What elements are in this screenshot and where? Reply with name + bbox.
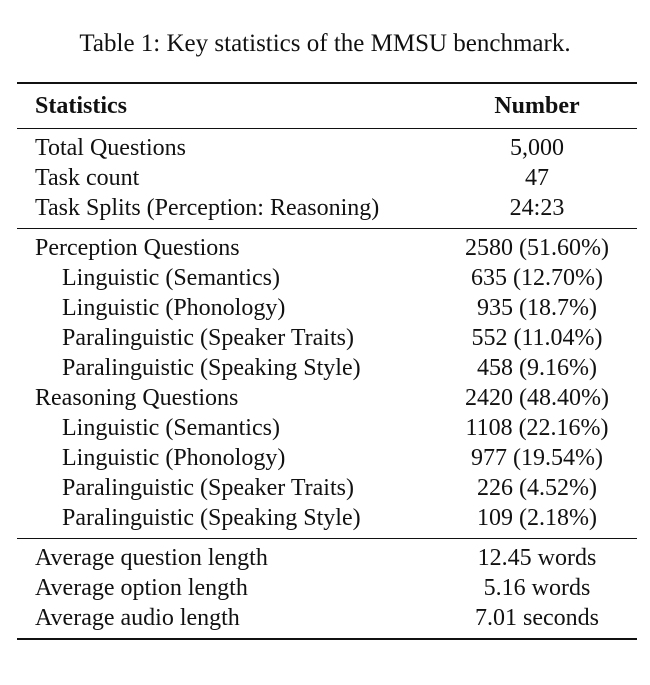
row-value: 935 (18.7%) <box>477 295 597 321</box>
table-row <box>17 573 637 603</box>
bottom-rule <box>17 638 637 640</box>
row-value: 12.45 words <box>477 545 597 571</box>
row-label: Paralinguistic (Speaking Style) <box>62 505 361 531</box>
row-label: Average option length <box>35 575 248 601</box>
table-row <box>17 413 637 443</box>
row-value: 977 (19.54%) <box>471 445 603 471</box>
row-label: Average audio length <box>35 605 240 631</box>
table-row <box>17 193 637 223</box>
row-value: 24:23 <box>509 195 565 221</box>
row-label: Task Splits (Perception: Reasoning) <box>35 195 380 221</box>
row-value: 2420 (48.40%) <box>465 385 609 411</box>
table-row <box>17 383 637 413</box>
table-row <box>17 353 637 383</box>
table-row <box>17 543 637 573</box>
table-row <box>17 263 637 293</box>
row-value: 1108 (22.16%) <box>465 415 609 441</box>
row-value: 2580 (51.60%) <box>465 235 609 261</box>
table-caption: Table 1: Key statistics of the MMSU benchmark. <box>79 30 571 57</box>
row-label: Linguistic (Semantics) <box>62 265 280 291</box>
table-row <box>17 503 637 533</box>
table-header-row <box>17 84 637 128</box>
row-label: Paralinguistic (Speaker Traits) <box>62 325 354 351</box>
row-label: Task count <box>35 165 140 191</box>
row-label: Perception Questions <box>35 235 240 261</box>
row-value: 7.01 seconds <box>475 605 599 631</box>
header-number: Number <box>494 93 580 119</box>
row-label: Linguistic (Semantics) <box>62 415 280 441</box>
table-row <box>17 133 637 163</box>
row-label: Paralinguistic (Speaking Style) <box>62 355 361 381</box>
row-label: Linguistic (Phonology) <box>62 445 286 471</box>
row-value: 458 (9.16%) <box>477 355 597 381</box>
row-label: Paralinguistic (Speaker Traits) <box>62 475 354 501</box>
row-value: 5,000 <box>510 135 564 161</box>
row-value: 47 <box>525 165 549 191</box>
row-value: 635 (12.70%) <box>471 265 603 291</box>
row-value: 226 (4.52%) <box>477 475 597 501</box>
row-label: Total Questions <box>35 135 186 161</box>
row-label: Reasoning Questions <box>35 385 239 411</box>
table-row <box>17 323 637 353</box>
table-row <box>17 233 637 263</box>
row-value: 5.16 words <box>483 575 591 601</box>
statistics-table <box>17 82 637 640</box>
table-row <box>17 163 637 193</box>
row-label: Linguistic (Phonology) <box>62 295 286 321</box>
row-value: 109 (2.18%) <box>477 505 597 531</box>
table-row <box>17 603 637 633</box>
row-value: 552 (11.04%) <box>471 325 603 351</box>
table-row <box>17 293 637 323</box>
row-label: Average question length <box>35 545 268 571</box>
table-row <box>17 473 637 503</box>
table-row <box>17 443 637 473</box>
header-statistics: Statistics <box>35 93 127 119</box>
